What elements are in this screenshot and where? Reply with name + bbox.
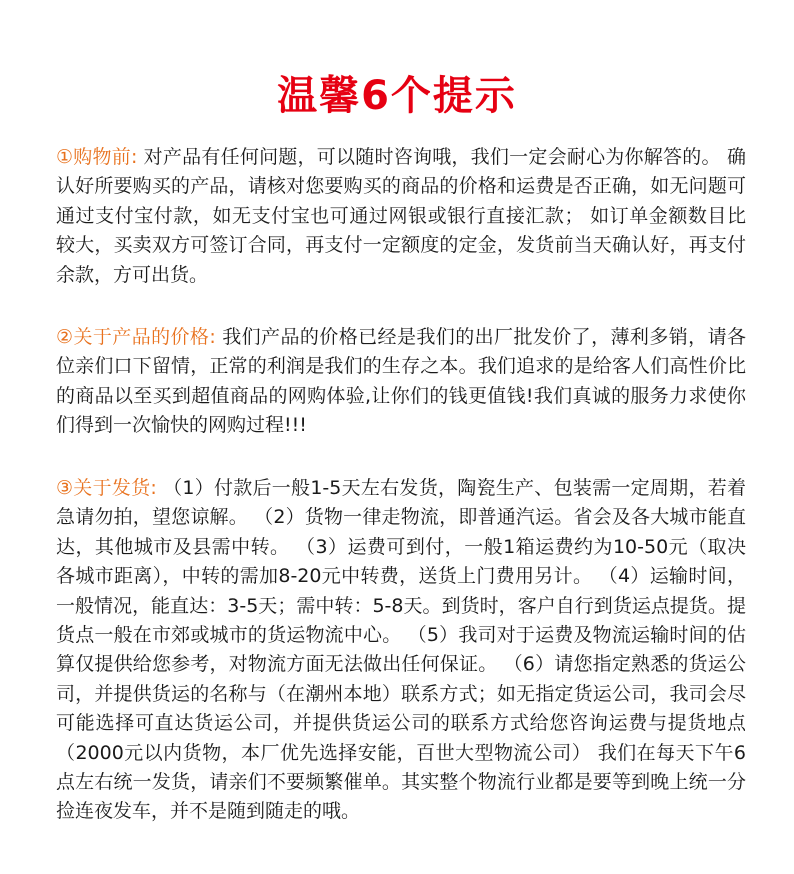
tip-heading: ②关于产品的价格: (56, 326, 216, 348)
tip-heading: ③关于发货: (56, 477, 157, 499)
tip-body: 对产品有任何问题，可以随时咨询哦，我们一定会耐心为你解答的。 确认好所要购买的产品，请核对您要购买的商品的价格和运费是否正确，如无问题可通过支付宝付款，如无支付宝也可通过网银或银行直接汇款； 如订单金额数目比较大，买卖双方可签订合同，再支付一定额度的定金，发货前当天确认好，再支付余款，方可出货。 (56, 146, 746, 286)
tip-body: 我们产品的价格已经是我们的出厂批发价了，薄利多销，请各位亲们口下留情，正常的利润是我们的生存之本。我们追求的是给客人们高性价比的商品以至买到超值商品的网购体验,让你们的钱更值钱!我们真诚的服务力求使你们得到一次愉快的网购过程!!! (56, 326, 747, 437)
tip-heading: ①购物前: (56, 146, 138, 168)
tip-product-price (56, 323, 746, 441)
tip-before-purchase (56, 143, 746, 290)
page-title: 温馨6个提示 (277, 73, 517, 119)
tip-shipping (56, 474, 746, 827)
tip-body: （1）付款后一般1-5天左右发货，陶瓷生产、包装需一定周期，若着急请勿拍，望您谅解。 （2）货物一律走物流，即普通汽运。省会及各大城市能直达，其他城市及县需中转。 （3）运费可到付，一般1箱运费约为10-50元（取决各城市距离），中转的需加8-20元中转费，送货上门费用另计。 （4）运输时间，一般情况，能直达：3-5天；需中转：5-8天。到货时，客户自行到货运点提货。提货点一般在市郊或城市的货运物流中心。 （5）我司对于运费及物流运输时间的估算仅提供给您参考，对物流方面无法做出任何保证。 （6）请您指定熟悉的货运公司，并提供货运的名称与（在潮州本地）联系方式；如无指定货运公司，我司会尽可能选择可直达货运公司，并提供货运公司的联系方式给您咨询运费与提货地点（2000元以内货物，本厂优先选择安能，百世大型物流公司） 我们在每天下午6点左右统一发货，请亲们不要频繁催单。其实整个物流行业都是要等到晚上统一分捡连夜发车，并不是随到随走的哦。 (56, 477, 746, 823)
